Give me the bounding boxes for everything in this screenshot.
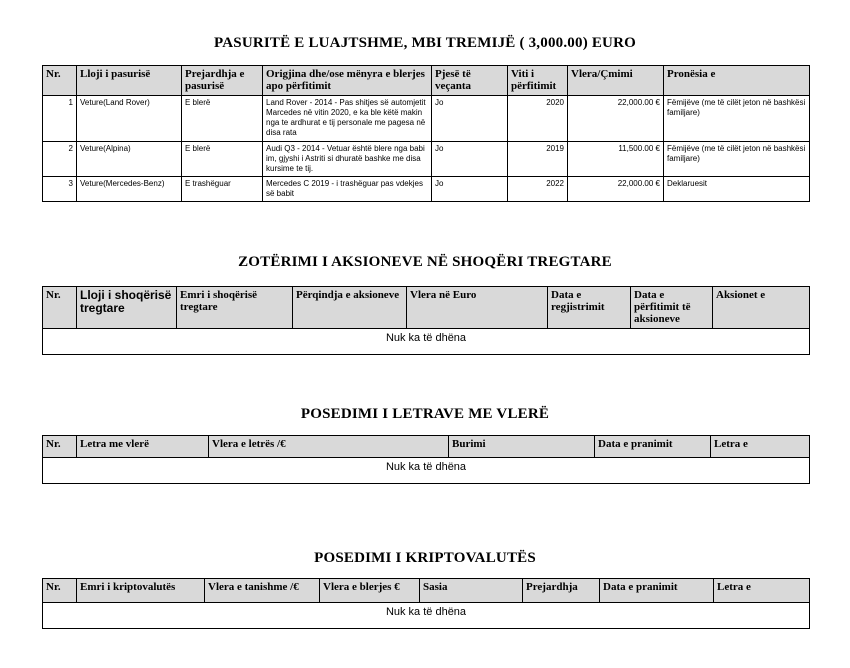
column-header: Nr. xyxy=(43,579,77,603)
section-title-crypto: POSEDIMI I KRIPTOVALUTËS xyxy=(314,550,536,566)
special-parts: Jo xyxy=(432,142,508,177)
column-header: Aksionet e xyxy=(713,287,810,329)
column-header: Burimi xyxy=(449,436,595,458)
acquisition-description: Land Rover - 2014 - Pas shitjes së automjetit Marcedes në vitin 2020, e ka ble këtë makin nga te ardhurat e tij personale me pagesa në disa rata xyxy=(263,96,432,142)
table-row xyxy=(43,603,810,629)
column-header: Letra e xyxy=(714,579,810,603)
acquisition-description: Audi Q3 - 2014 - Vetuar është blere nga babi im, gjyshi i Astriti si dhuratë bashke me disa kursime te tij. xyxy=(263,142,432,177)
row-number: 1 xyxy=(43,96,77,142)
column-header: Pronësia e xyxy=(664,66,810,96)
asset-type: Veture(Alpina) xyxy=(77,142,182,177)
asset-value: 11,500.00 € xyxy=(568,142,664,177)
section-title-shares: ZOTËRIMI I AKSIONEVE NË SHOQËRI TREGTARE xyxy=(238,254,612,270)
crypto-table xyxy=(42,578,810,629)
column-header: Data e pranimit xyxy=(600,579,714,603)
column-header: Lloji i shoqërisë tregtare xyxy=(77,287,177,329)
column-header: Vlera e blerjes € xyxy=(320,579,420,603)
column-header: Nr. xyxy=(43,66,77,96)
column-header: Nr. xyxy=(43,287,77,329)
column-header: Prejardhja xyxy=(523,579,600,603)
movable-assets-table xyxy=(42,65,810,202)
column-header: Pjesë të veçanta xyxy=(432,66,508,96)
column-header: Vlera në Euro xyxy=(407,287,548,329)
section-title-movable-assets: PASURITË E LUAJTSHME, MBI TREMIJË ( 3,000.00) EURO xyxy=(214,35,636,51)
table-header-row xyxy=(43,579,810,603)
row-number: 3 xyxy=(43,177,77,202)
no-data-message: Nuk ka të dhëna xyxy=(43,458,810,484)
row-number: 2 xyxy=(43,142,77,177)
asset-value: 22,000.00 € xyxy=(568,96,664,142)
acquisition-description: Mercedes C 2019 - i trashëguar pas vdekjes së babit xyxy=(263,177,432,202)
acquisition-year: 2019 xyxy=(508,142,568,177)
acquisition-year: 2022 xyxy=(508,177,568,202)
column-header: Data e regjistrimit xyxy=(548,287,631,329)
column-header: Sasia xyxy=(420,579,523,603)
no-data-message: Nuk ka të dhëna xyxy=(43,329,810,355)
column-header: Viti i përfitimit xyxy=(508,66,568,96)
table-header-row xyxy=(43,436,810,458)
table-row xyxy=(43,177,810,202)
column-header: Vlera e tanishme /€ xyxy=(205,579,320,603)
column-header: Data e pranimit xyxy=(595,436,711,458)
asset-origin: E blerë xyxy=(182,142,263,177)
column-header: Lloji i pasurisë xyxy=(77,66,182,96)
asset-origin: E blerë xyxy=(182,96,263,142)
table-header-row xyxy=(43,287,810,329)
column-header: Nr. xyxy=(43,436,77,458)
table-row xyxy=(43,329,810,355)
table-header-row xyxy=(43,66,810,96)
shares-table xyxy=(42,286,810,355)
asset-origin: E trashëguar xyxy=(182,177,263,202)
column-header: Letra e xyxy=(711,436,810,458)
asset-ownership: Deklaruesit xyxy=(664,177,810,202)
column-header: Përqindja e aksioneve xyxy=(293,287,407,329)
securities-table xyxy=(42,435,810,484)
column-header: Letra me vlerë xyxy=(77,436,209,458)
asset-type: Veture(Mercedes-Benz) xyxy=(77,177,182,202)
asset-ownership: Fëmijëve (me të cilët jeton në bashkësi familjare) xyxy=(664,142,810,177)
asset-ownership: Fëmijëve (me të cilët jeton në bashkësi familjare) xyxy=(664,96,810,142)
special-parts: Jo xyxy=(432,96,508,142)
table-row xyxy=(43,458,810,484)
asset-value: 22,000.00 € xyxy=(568,177,664,202)
acquisition-year: 2020 xyxy=(508,96,568,142)
section-title-securities: POSEDIMI I LETRAVE ME VLERË xyxy=(300,406,550,422)
column-header: Vlera e letrës /€ xyxy=(209,436,449,458)
column-header: Origjina dhe/ose mënyra e blerjes apo përfitimit xyxy=(263,66,432,96)
no-data-message: Nuk ka të dhëna xyxy=(43,603,810,629)
column-header: Data e përfitimit të aksioneve xyxy=(631,287,713,329)
column-header: Prejardhja e pasurisë xyxy=(182,66,263,96)
special-parts: Jo xyxy=(432,177,508,202)
table-row xyxy=(43,96,810,142)
asset-type: Veture(Land Rover) xyxy=(77,96,182,142)
column-header: Emri i shoqërisë tregtare xyxy=(177,287,293,329)
table-row xyxy=(43,142,810,177)
column-header: Emri i kriptovalutës xyxy=(77,579,205,603)
column-header: Vlera/Çmimi xyxy=(568,66,664,96)
